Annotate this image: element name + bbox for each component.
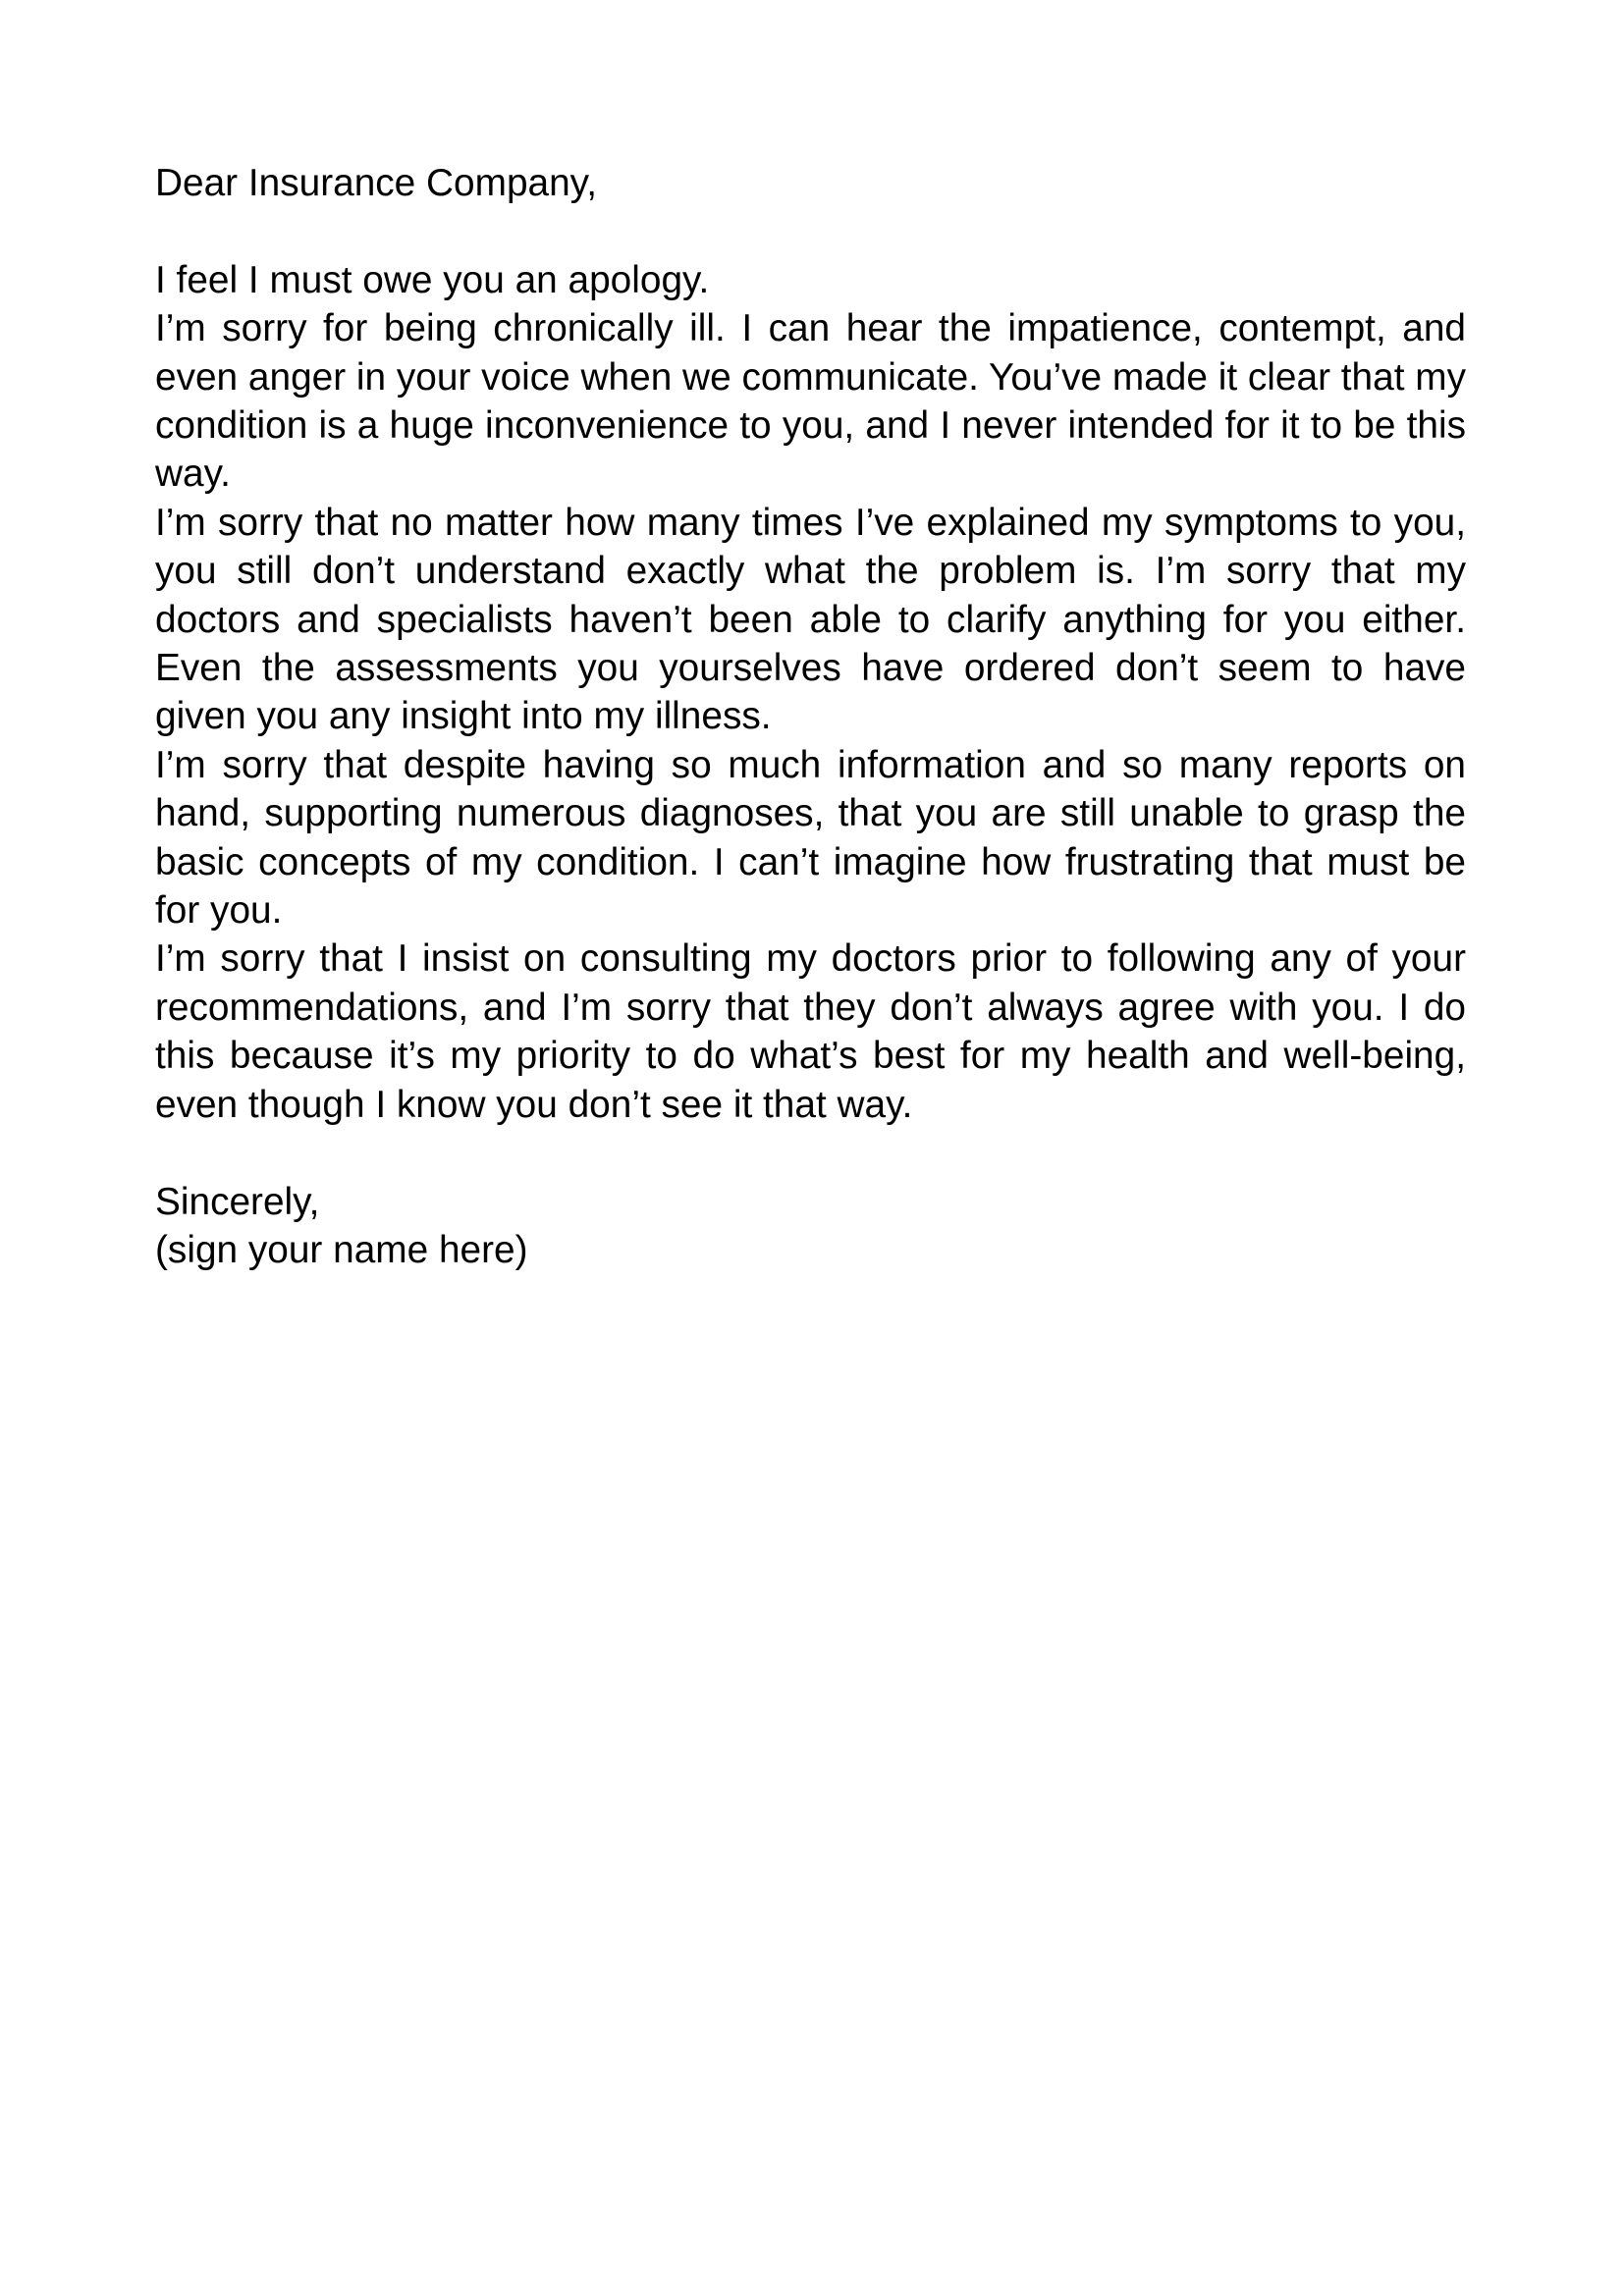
- letter-line: basic concepts of my condition. I can’t imagine how frustrating that must be: [155, 840, 1466, 883]
- letter-line: way.: [155, 453, 231, 496]
- letter-line: I’m sorry that I insist on consulting my doctors prior to following any of your: [155, 937, 1466, 981]
- letter-signature-placeholder: (sign your name here): [155, 1228, 528, 1271]
- letter-line: even anger in your voice when we communicate. You’ve made it clear that my: [155, 355, 1466, 399]
- letter-line: given you any insight into my illness.: [155, 695, 772, 738]
- letter-paragraphs: [155, 304, 1466, 1129]
- letter-line: condition is a huge inconvenience to you, and I never intended for it to be this: [155, 404, 1466, 448]
- letter-line: recommendations, and I’m sorry that they don’t always agree with you. I do: [155, 986, 1466, 1029]
- letter-paragraph: [155, 499, 1466, 741]
- letter-opening-line: I feel I must owe you an apology.: [155, 258, 710, 301]
- letter-paragraph: [155, 934, 1466, 1129]
- letter-line: this because it’s my priority to do what’s best for my health and well-being,: [155, 1035, 1466, 1078]
- blank-line: [155, 207, 1466, 255]
- letter-line: for you.: [155, 889, 283, 933]
- letter-salutation: Dear Insurance Company,: [155, 162, 597, 204]
- letter-line: Even the assessments you yourselves have ordered don’t seem to have: [155, 647, 1466, 690]
- letter-content: [155, 159, 1466, 1274]
- blank-line: [155, 1129, 1466, 1177]
- letter-line: I’m sorry that despite having so much information and so many reports on: [155, 743, 1466, 786]
- letter-line: doctors and specialists haven’t been able to clarify anything for you either.: [155, 598, 1466, 641]
- letter-line: I’m sorry that no matter how many times I’ve explained my symptoms to you,: [155, 501, 1466, 544]
- letter-line: you still don’t understand exactly what the problem is. I’m sorry that my: [155, 550, 1466, 593]
- letter-closing: Sincerely,: [155, 1180, 320, 1223]
- letter-paragraph: [155, 304, 1466, 499]
- letter-line: even though I know you don’t see it that way.: [155, 1083, 913, 1126]
- letter-paragraph: [155, 741, 1466, 935]
- letter-line: hand, supporting numerous diagnoses, that you are still unable to grasp the: [155, 792, 1466, 835]
- letter-line: I’m sorry for being chronically ill. I can hear the impatience, contempt, and: [155, 307, 1466, 350]
